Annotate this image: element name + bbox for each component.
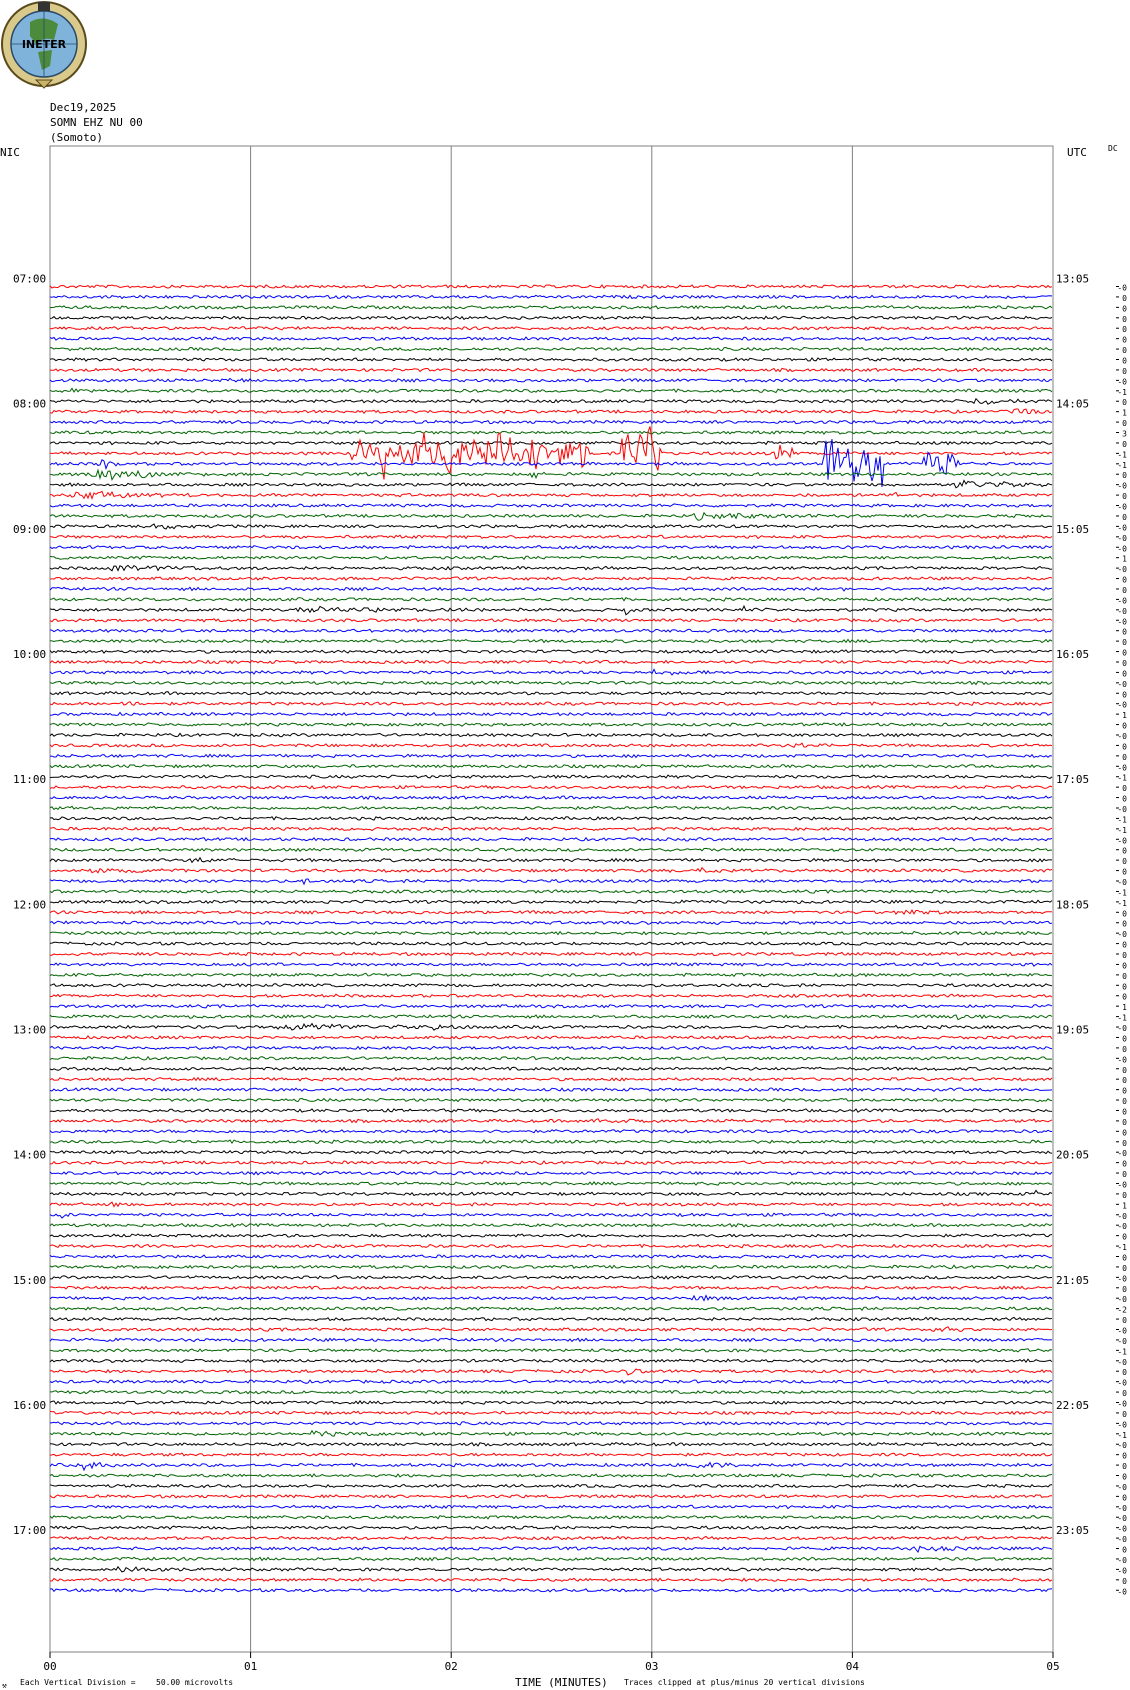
seismic-trace <box>50 1244 1052 1247</box>
seismic-trace <box>50 546 1052 549</box>
x-axis-title: TIME (MINUTES) <box>515 1676 608 1689</box>
seismic-trace <box>50 1411 1052 1414</box>
dc-offset-label: -0 <box>1117 1587 1127 1597</box>
dc-offset-label: 0 <box>1122 742 1127 752</box>
seismic-trace <box>50 942 1052 945</box>
seismic-trace <box>50 1130 1052 1133</box>
seismic-trace <box>50 754 1052 757</box>
seismic-trace <box>50 1140 1052 1143</box>
dc-offset-label: -0 <box>1117 596 1127 606</box>
seismic-trace <box>50 358 1052 361</box>
seismic-trace <box>50 786 1052 789</box>
dc-offset-label: -0 <box>1117 502 1127 512</box>
dc-offset-label: 0 <box>1122 627 1127 637</box>
dc-offset-label: 0 <box>1122 1451 1127 1461</box>
dc-offset-label: 0 <box>1122 1368 1127 1378</box>
dc-offset-label: 0 <box>1122 1545 1127 1555</box>
dc-offset-label: -0 <box>1117 1503 1127 1513</box>
seismic-trace <box>50 1109 1052 1112</box>
dc-offset-label: -0 <box>1117 1222 1127 1232</box>
dc-offset-label: 0 <box>1122 1117 1127 1127</box>
dc-offset-label: 0 <box>1122 648 1127 658</box>
dc-offset-label: 0 <box>1122 992 1127 1002</box>
dc-offset-label: 0 <box>1122 293 1127 303</box>
dc-offset-label: -1 <box>1117 1347 1127 1357</box>
dc-offset-label: 0 <box>1122 366 1127 376</box>
seismic-trace <box>50 337 1052 340</box>
dc-offset-label: 0 <box>1122 1044 1127 1054</box>
dc-offset-label: -0 <box>1117 1024 1127 1034</box>
dc-offset-label: -1 <box>1117 387 1127 397</box>
seismic-trace <box>50 743 1052 747</box>
location-label: (Somoto) <box>50 131 103 144</box>
dc-offset-label: 0 <box>1122 1065 1127 1075</box>
dc-offset-label: 0 <box>1122 1086 1127 1096</box>
seismic-trace <box>50 1172 1052 1175</box>
dc-offset-label: -1 <box>1117 898 1127 908</box>
seismic-trace <box>50 1505 1052 1508</box>
seismic-trace <box>50 1431 1052 1437</box>
dc-offset-label: -0 <box>1117 1357 1127 1367</box>
dc-offset-label: -0 <box>1117 836 1127 846</box>
seismic-trace <box>50 1265 1052 1268</box>
dc-offset-label: -0 <box>1117 1441 1127 1451</box>
seismic-trace <box>50 1057 1052 1060</box>
dc-offset-label: 0 <box>1122 1389 1127 1399</box>
seismic-trace <box>50 399 1052 405</box>
dc-offset-label: 0 <box>1122 1409 1127 1419</box>
dc-offset-label: 0 <box>1122 951 1127 961</box>
right-hour-label: 16:05 <box>1056 647 1090 661</box>
seismic-trace <box>50 1422 1052 1425</box>
seismic-trace <box>50 1296 1052 1301</box>
left-hour-label: 10:00 <box>13 647 47 661</box>
seismic-trace <box>50 1484 1052 1487</box>
dc-offset-label: -0 <box>1117 878 1127 888</box>
seismic-trace <box>50 629 1052 632</box>
dc-offset-label: -0 <box>1117 930 1127 940</box>
dc-offset-label: -0 <box>1117 1566 1127 1576</box>
left-hour-label: 13:00 <box>13 1023 47 1037</box>
dc-offset-label: -0 <box>1117 1482 1127 1492</box>
left-hour-label: 08:00 <box>13 397 47 411</box>
dc-offset-label: -0 <box>1117 565 1127 575</box>
seismic-trace <box>50 1005 1052 1008</box>
seismic-trace <box>50 879 1052 884</box>
seismic-trace <box>50 1391 1052 1394</box>
seismic-trace <box>50 285 1052 288</box>
dc-offset-label: 0 <box>1122 492 1127 502</box>
seismic-trace <box>50 952 1052 955</box>
station-label: SOMN EHZ NU 00 <box>50 116 143 129</box>
dc-offset-label: -0 <box>1117 481 1127 491</box>
dc-offset-label: -0 <box>1117 1378 1127 1388</box>
left-hour-label: 11:00 <box>13 773 47 787</box>
right-timezone-label: UTC <box>1067 146 1087 159</box>
seismic-trace <box>50 806 1052 809</box>
seismic-trace <box>50 900 1052 903</box>
seismic-trace <box>50 409 1052 414</box>
dc-label: DC <box>1108 144 1118 153</box>
x-tick-label: 04 <box>845 1660 860 1673</box>
seismic-trace <box>50 565 1052 570</box>
dc-offset-label: 0 <box>1122 1159 1127 1169</box>
dc-offset-label: 0 <box>1122 1576 1127 1586</box>
seismic-trace <box>50 1369 1052 1375</box>
dc-offset-label: 0 <box>1122 398 1127 408</box>
seismic-trace <box>50 598 1052 601</box>
dc-offset-label: 0 <box>1122 1138 1127 1148</box>
seismic-trace <box>50 858 1052 863</box>
seismic-trace <box>50 426 1052 479</box>
dc-offset-label: 0 <box>1122 638 1127 648</box>
right-hour-label: 14:05 <box>1056 397 1090 411</box>
dc-offset-label: -1 <box>1117 1013 1127 1023</box>
seismic-trace <box>50 660 1052 663</box>
dc-offset-label: 0 <box>1122 1232 1127 1242</box>
dc-offset-label: -0 <box>1117 1274 1127 1284</box>
dc-offset-label: -0 <box>1117 700 1127 710</box>
dc-offset-label: -0 <box>1117 679 1127 689</box>
seismic-trace <box>50 316 1052 319</box>
dc-offset-label: -0 <box>1117 1336 1127 1346</box>
dc-offset-label: -0 <box>1117 533 1127 543</box>
seismic-trace <box>50 994 1052 997</box>
dc-offset-label: 0 <box>1122 909 1127 919</box>
seismic-trace <box>50 606 1052 615</box>
x-tick-label: 05 <box>1046 1660 1060 1673</box>
seismic-trace <box>50 702 1052 706</box>
dc-offset-label: 0 <box>1122 658 1127 668</box>
dc-offset-label: -0 <box>1117 1535 1127 1545</box>
seismic-trace <box>50 1161 1052 1164</box>
date-label: Dec19,2025 <box>50 101 117 114</box>
dc-offset-label: -0 <box>1117 523 1127 533</box>
seismic-trace <box>50 640 1052 643</box>
dc-offset-label: -0 <box>1117 377 1127 387</box>
seismic-trace <box>50 1182 1052 1185</box>
seismic-trace <box>50 984 1052 987</box>
dc-offset-label: 0 <box>1122 857 1127 867</box>
right-hour-label: 21:05 <box>1056 1273 1090 1287</box>
dc-offset-label: -0 <box>1117 606 1127 616</box>
dc-offset-label: 0 <box>1122 575 1127 585</box>
seismic-trace <box>50 504 1052 507</box>
dc-offset-label: -1 <box>1117 450 1127 460</box>
dc-offset-label: 0 <box>1122 961 1127 971</box>
dc-offset-label: -1 <box>1117 460 1127 470</box>
dc-offset-label: 0 <box>1122 982 1127 992</box>
dc-offset-label: 0 <box>1122 1107 1127 1117</box>
dc-offset-label: 0 <box>1122 1076 1127 1086</box>
dc-offset-label: 0 <box>1122 1493 1127 1503</box>
seismic-trace <box>50 1380 1052 1383</box>
seismic-trace <box>50 1327 1052 1332</box>
dc-offset-label: 0 <box>1122 1253 1127 1263</box>
right-hour-label: 20:05 <box>1056 1148 1090 1162</box>
dc-offset-label: -1 <box>1117 1243 1127 1253</box>
dc-offset-label: 0 <box>1122 512 1127 522</box>
seismic-trace <box>50 733 1052 736</box>
seismic-trace <box>50 306 1052 309</box>
seismic-trace <box>50 796 1052 799</box>
seismic-trace <box>50 910 1052 914</box>
dc-offset-label: -1 <box>1117 815 1127 825</box>
seismic-trace <box>50 1401 1052 1404</box>
seismic-trace <box>50 295 1052 298</box>
x-tick-label: 01 <box>243 1660 258 1673</box>
seismic-trace <box>50 388 1052 392</box>
dc-offset-label: -0 <box>1117 617 1127 627</box>
seismic-trace <box>50 1202 1052 1206</box>
seismic-trace <box>50 1546 1052 1552</box>
seismic-trace <box>50 890 1052 893</box>
left-hour-label: 09:00 <box>13 522 47 536</box>
dc-offset-label: 0 <box>1122 471 1127 481</box>
seismic-trace <box>50 1338 1052 1341</box>
clip-note: Traces clipped at plus/minus 20 vertical divisions <box>624 1678 865 1687</box>
dc-offset-label: 1 <box>1122 711 1127 721</box>
seismic-trace <box>50 723 1052 726</box>
microvolts-label: 50.00 microvolts <box>156 1678 234 1687</box>
dc-offset-label: 0 <box>1122 1462 1127 1472</box>
dc-offset-label: 1 <box>1122 1003 1127 1013</box>
dc-offset-label: -1 <box>1117 825 1127 835</box>
seismic-trace <box>50 921 1052 924</box>
seismic-trace <box>50 692 1052 695</box>
seismic-trace <box>50 1024 1052 1031</box>
dc-offset-label: -0 <box>1117 544 1127 554</box>
dc-offset-label: 1 <box>1122 1201 1127 1211</box>
seismic-trace <box>50 535 1052 538</box>
vertical-division-label: Each Vertical Division = <box>20 1678 136 1687</box>
dc-offset-label: 0 <box>1122 1472 1127 1482</box>
seismic-trace <box>50 492 1052 499</box>
dc-offset-label: -0 <box>1117 1555 1127 1565</box>
seismic-trace <box>50 348 1052 351</box>
seismic-trace <box>50 1463 1052 1470</box>
seismic-trace <box>50 1286 1052 1289</box>
seismic-trace <box>50 1046 1052 1049</box>
seismic-trace <box>50 378 1052 382</box>
dc-offset-label: -0 <box>1117 763 1127 773</box>
dc-offset-label: 0 <box>1122 846 1127 856</box>
left-hour-label: 14:00 <box>13 1148 47 1162</box>
dc-offset-label: 0 <box>1122 940 1127 950</box>
seismic-trace <box>50 1190 1052 1195</box>
seismic-trace <box>50 775 1052 778</box>
seismic-trace <box>50 1067 1052 1070</box>
seismic-trace <box>50 513 1052 520</box>
dc-offset-label: -0 <box>1117 1524 1127 1534</box>
left-hour-label: 15:00 <box>13 1273 47 1287</box>
dc-offset-label: 1 <box>1122 554 1127 564</box>
dc-offset-label: 0 <box>1122 1284 1127 1294</box>
seismic-trace <box>50 1349 1052 1352</box>
dc-offset-label: -0 <box>1117 1180 1127 1190</box>
seismic-trace <box>50 1557 1052 1560</box>
seismic-trace <box>50 1015 1052 1020</box>
dc-offset-label: 0 <box>1122 1263 1127 1273</box>
x-tick-label: 00 <box>43 1660 57 1673</box>
seismic-trace <box>50 327 1052 330</box>
left-hour-label: 12:00 <box>13 898 47 912</box>
dc-offset-label: 0 <box>1122 971 1127 981</box>
dc-offset-label: 0 <box>1122 1316 1127 1326</box>
dc-offset-label: 0 <box>1122 346 1127 356</box>
seismic-trace <box>50 827 1052 830</box>
seismic-trace <box>50 765 1052 768</box>
seismic-trace <box>50 587 1052 591</box>
seismic-trace <box>50 669 1052 675</box>
dc-offset-label: -0 <box>1117 1149 1127 1159</box>
left-hour-label: 16:00 <box>13 1398 47 1412</box>
seismic-trace <box>50 848 1052 851</box>
dc-offset-label: 0 <box>1122 356 1127 366</box>
seismic-trace <box>50 1526 1052 1529</box>
seismic-trace <box>50 577 1052 580</box>
dc-offset-label: 0 <box>1122 439 1127 449</box>
seismic-trace <box>50 1589 1052 1592</box>
seismic-trace <box>50 1474 1052 1477</box>
seismic-trace <box>50 480 1052 487</box>
dc-offset-label: 0 <box>1122 784 1127 794</box>
seismic-trace <box>50 1317 1052 1320</box>
left-hour-label: 17:00 <box>13 1524 47 1538</box>
dc-offset-label: -0 <box>1117 1211 1127 1221</box>
seismic-trace <box>50 1088 1052 1091</box>
dc-offset-label: 0 <box>1122 325 1127 335</box>
seismic-trace <box>50 973 1052 976</box>
seismic-trace <box>50 1099 1052 1102</box>
dc-offset-label: -0 <box>1117 1514 1127 1524</box>
x-tick-label: 03 <box>645 1660 659 1673</box>
dc-offset-label: -0 <box>1117 1420 1127 1430</box>
seismic-trace <box>50 1078 1052 1081</box>
seismic-trace <box>50 1036 1052 1039</box>
dc-offset-label: 0 <box>1122 304 1127 314</box>
seismic-trace <box>50 1453 1052 1456</box>
dc-offset-label: -0 <box>1117 731 1127 741</box>
seismic-trace <box>50 963 1052 966</box>
dc-offset-label: 0 <box>1122 314 1127 324</box>
seismic-trace <box>50 1234 1052 1237</box>
seismic-trace <box>50 1276 1052 1279</box>
corner-mark-icon: ⚒ <box>2 1681 7 1690</box>
dc-offset-label: -0 <box>1117 1055 1127 1065</box>
dc-offset-label: 0 <box>1122 335 1127 345</box>
dc-offset-label: 0 <box>1122 1190 1127 1200</box>
trace-layer <box>50 285 1052 1592</box>
seismic-trace <box>50 1578 1052 1581</box>
dc-offset-label: 0 <box>1122 1128 1127 1138</box>
seismic-trace <box>50 713 1052 716</box>
dc-offset-label: 0 <box>1122 669 1127 679</box>
right-hour-label: 13:05 <box>1056 272 1090 286</box>
seismic-trace <box>50 556 1052 559</box>
seismic-trace <box>50 1495 1052 1498</box>
dc-offset-label: 0 <box>1122 752 1127 762</box>
seismic-trace <box>50 524 1052 529</box>
seismic-trace <box>50 470 1052 480</box>
logo-text: INETER <box>21 38 67 51</box>
seismic-trace <box>50 838 1052 841</box>
seismic-trace <box>50 431 1052 434</box>
seismic-trace <box>50 368 1052 371</box>
dc-offset-label: 0 <box>1122 919 1127 929</box>
seismic-trace <box>50 1567 1052 1572</box>
seismic-trace <box>50 619 1052 622</box>
seismic-trace <box>50 681 1052 684</box>
dc-offset-label: 0 <box>1122 867 1127 877</box>
dc-offset-label: 0 <box>1122 794 1127 804</box>
dc-offset-label: 0 <box>1122 721 1127 731</box>
seismic-trace <box>50 421 1052 424</box>
left-timezone-label: NIC <box>0 146 20 159</box>
right-hour-label: 22:05 <box>1056 1398 1090 1412</box>
left-hour-label: 07:00 <box>13 272 47 286</box>
seismic-trace <box>50 1516 1052 1519</box>
dc-offset-label: -0 <box>1117 283 1127 293</box>
dc-offset-label: -0 <box>1117 1399 1127 1409</box>
seismic-trace <box>50 1119 1052 1123</box>
seismic-trace <box>50 1359 1052 1362</box>
dc-offset-label: 0 <box>1122 690 1127 700</box>
seismic-trace <box>50 932 1052 935</box>
plot-frame <box>50 146 1053 1652</box>
right-hour-label: 15:05 <box>1056 522 1090 536</box>
seismic-trace <box>50 817 1052 820</box>
dc-offset-label: 0 <box>1122 1034 1127 1044</box>
seismic-trace <box>50 1224 1052 1227</box>
right-hour-label: 18:05 <box>1056 898 1090 912</box>
dc-offset-label: -2 <box>1117 1305 1127 1315</box>
dc-offset-label: -0 <box>1117 1326 1127 1336</box>
right-hour-label: 19:05 <box>1056 1023 1090 1037</box>
dc-offset-label: 0 <box>1122 1170 1127 1180</box>
dc-offset-label: -0 <box>1117 805 1127 814</box>
right-hour-label: 23:05 <box>1056 1524 1090 1538</box>
seismic-trace <box>50 1536 1052 1539</box>
x-tick-label: 02 <box>444 1660 458 1673</box>
seismic-trace <box>50 1213 1052 1218</box>
seismic-trace <box>50 1307 1052 1310</box>
dc-offset-label: -1 <box>1117 1430 1127 1440</box>
right-hour-label: 17:05 <box>1056 773 1090 787</box>
seismic-trace <box>50 1443 1052 1446</box>
dc-offset-label: 3 <box>1122 429 1127 439</box>
seismic-trace <box>50 1255 1052 1258</box>
dc-offset-label: 0 <box>1122 585 1127 595</box>
dc-offset-label: 0 <box>1122 1097 1127 1107</box>
dc-offset-label: -1 <box>1117 773 1127 783</box>
seismic-trace <box>50 1151 1052 1154</box>
seismic-trace <box>50 441 1052 444</box>
dc-offset-label: -0 <box>1117 1295 1127 1305</box>
dc-offset-label: 0 <box>1122 419 1127 429</box>
dc-offset-label: 1 <box>1122 408 1127 418</box>
seismic-trace <box>50 868 1052 873</box>
dc-offset-label: -1 <box>1117 888 1127 898</box>
seismic-trace <box>50 439 1052 487</box>
seismic-trace <box>50 650 1052 653</box>
